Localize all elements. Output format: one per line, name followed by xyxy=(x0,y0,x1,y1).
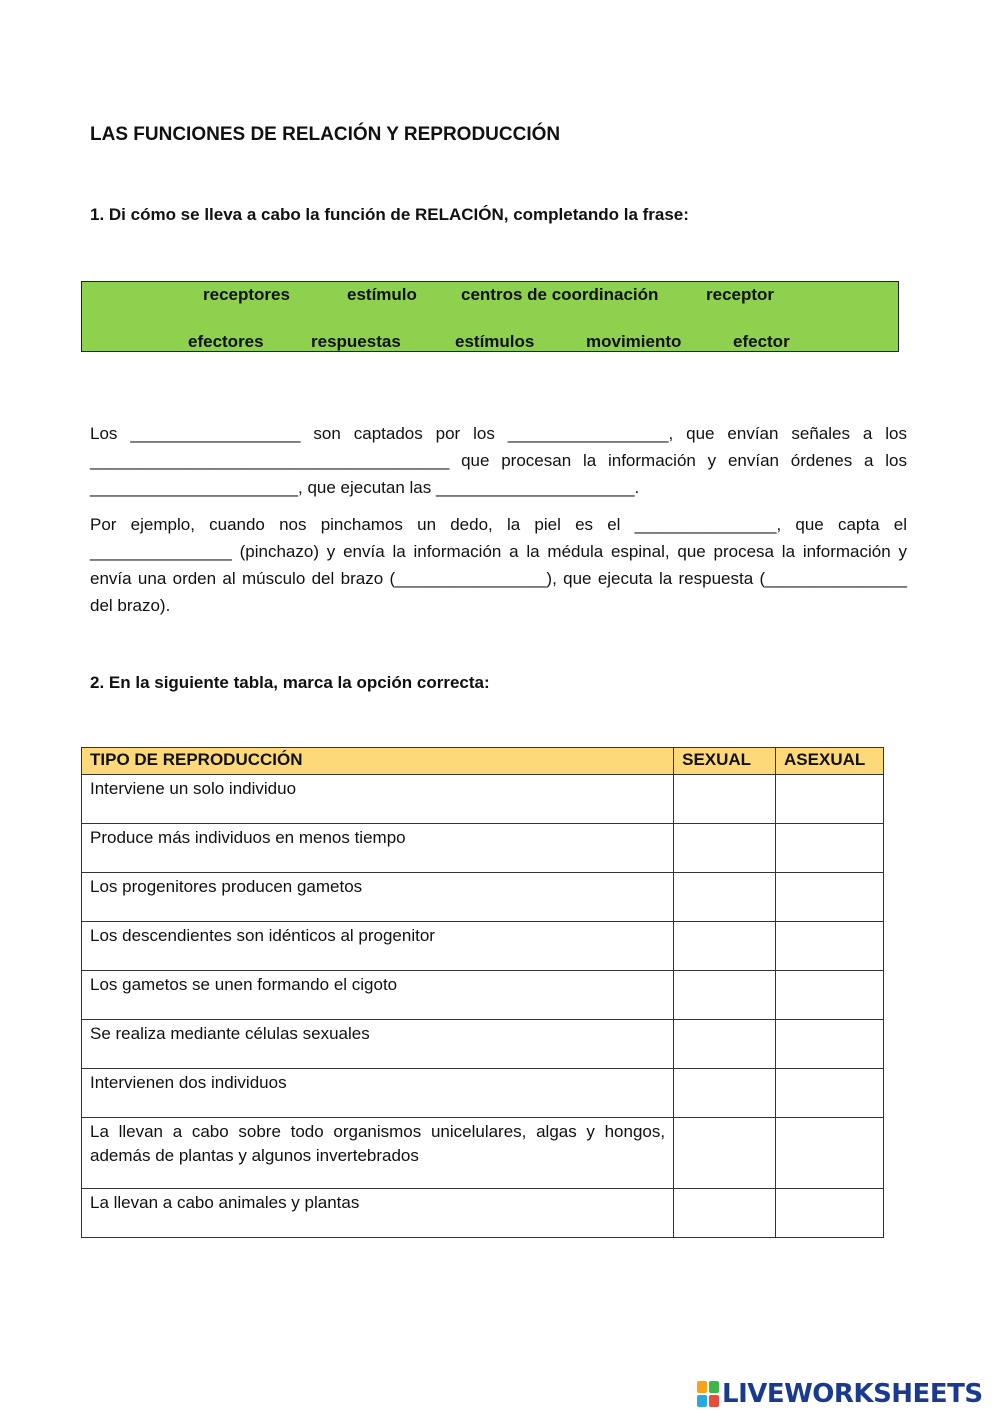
table-header-row xyxy=(82,748,884,775)
reproduction-table xyxy=(81,747,884,1238)
fill-blank-paragraph-1[interactable]: Los __________________ son captados por los _________________, que envían señales a los ______________________________________ que procesan la información y envían órdenes a los ______________________, que ejecutan las _____________________. xyxy=(90,424,907,497)
liveworksheets-logo-icon xyxy=(697,1381,719,1407)
row-statement: Interviene un solo individuo xyxy=(82,775,674,824)
word-bank-item[interactable]: efectores xyxy=(188,332,264,351)
row-statement: La llevan a cabo animales y plantas xyxy=(82,1189,674,1238)
sexual-answer-cell[interactable] xyxy=(674,775,776,824)
word-bank-item[interactable]: centros de coordinación xyxy=(461,285,659,304)
sexual-answer-cell[interactable] xyxy=(674,922,776,971)
word-bank-item[interactable]: receptor xyxy=(706,285,775,304)
word-bank-item[interactable]: estímulo xyxy=(347,285,417,304)
sexual-answer-cell[interactable] xyxy=(674,824,776,873)
row-statement: Se realiza mediante células sexuales xyxy=(82,1020,674,1069)
table-row xyxy=(82,971,884,1020)
row-statement: Los gametos se unen formando el cigoto xyxy=(82,971,674,1020)
asexual-answer-cell[interactable] xyxy=(776,824,884,873)
row-statement: Intervienen dos individuos xyxy=(82,1069,674,1118)
table-row xyxy=(82,1069,884,1118)
row-statement: Los descendientes son idénticos al progenitor xyxy=(82,922,674,971)
asexual-answer-cell[interactable] xyxy=(776,1020,884,1069)
word-bank-item[interactable]: efector xyxy=(733,332,790,351)
table-row xyxy=(82,873,884,922)
asexual-answer-cell[interactable] xyxy=(776,1118,884,1189)
table-row xyxy=(82,922,884,971)
page-title: LAS FUNCIONES DE RELACIÓN Y REPRODUCCIÓN xyxy=(90,124,561,145)
word-bank xyxy=(81,281,899,352)
asexual-answer-cell[interactable] xyxy=(776,1069,884,1118)
row-statement: Produce más individuos en menos tiempo xyxy=(82,824,674,873)
word-bank-item[interactable]: respuestas xyxy=(311,332,401,351)
table-row xyxy=(82,775,884,824)
row-statement: Los progenitores producen gametos xyxy=(82,873,674,922)
fill-blank-paragraph-2[interactable]: Por ejemplo, cuando nos pinchamos un dedo, la piel es el _______________, que capta el _______________ (pinchazo) y envía la información a la médula espinal, que procesa la información y envía una orden al músculo del brazo (________________), que ejecuta la respuesta (_______________ del brazo). xyxy=(90,515,907,615)
table-row xyxy=(82,824,884,873)
asexual-answer-cell[interactable] xyxy=(776,971,884,1020)
sexual-answer-cell[interactable] xyxy=(674,1189,776,1238)
asexual-answer-cell[interactable] xyxy=(776,775,884,824)
word-bank-item[interactable]: estímulos xyxy=(455,332,535,351)
header-sexual: SEXUAL xyxy=(674,748,776,775)
asexual-answer-cell[interactable] xyxy=(776,1189,884,1238)
sexual-answer-cell[interactable] xyxy=(674,1069,776,1118)
row-statement: La llevan a cabo sobre todo organismos unicelulares, algas y hongos, además de plantas y algunos invertebrados xyxy=(82,1118,674,1189)
table-row xyxy=(82,1189,884,1238)
table-row xyxy=(82,1020,884,1069)
question-2: 2. En la siguiente tabla, marca la opción correcta: xyxy=(90,673,490,692)
word-bank-item[interactable]: receptores xyxy=(203,285,290,304)
logo-text: LIVEWORKSHEETS xyxy=(722,1379,983,1409)
word-bank-item[interactable]: movimiento xyxy=(586,332,682,351)
asexual-answer-cell[interactable] xyxy=(776,873,884,922)
sexual-answer-cell[interactable] xyxy=(674,971,776,1020)
asexual-answer-cell[interactable] xyxy=(776,922,884,971)
liveworksheets-logo xyxy=(697,1379,983,1409)
header-asexual: ASEXUAL xyxy=(776,748,884,775)
sexual-answer-cell[interactable] xyxy=(674,873,776,922)
question-1: 1. Di cómo se lleva a cabo la función de RELACIÓN, completando la frase: xyxy=(90,205,689,224)
header-tipo: TIPO DE REPRODUCCIÓN xyxy=(82,748,674,775)
sexual-answer-cell[interactable] xyxy=(674,1020,776,1069)
table-row xyxy=(82,1118,884,1189)
sexual-answer-cell[interactable] xyxy=(674,1118,776,1189)
